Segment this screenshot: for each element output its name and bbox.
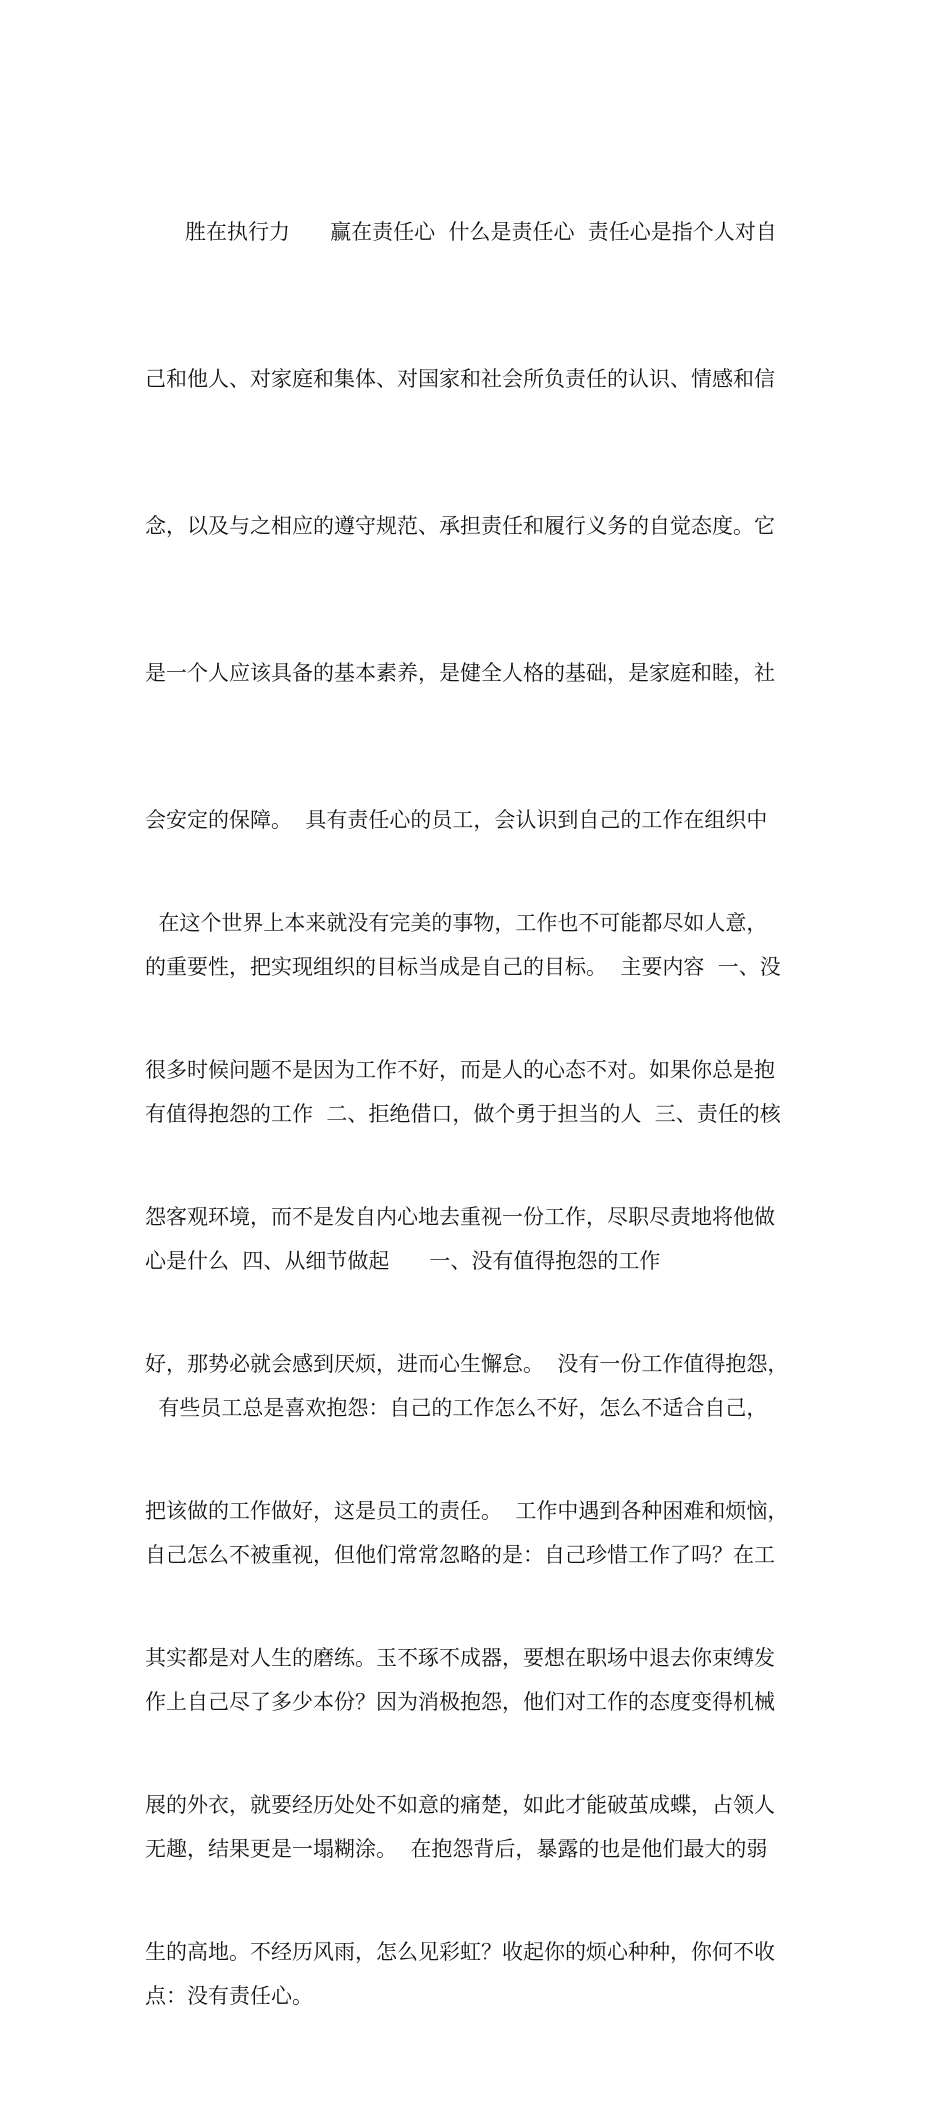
text-line: 生的高地。不经历风雨，怎么见彩虹？收起你的烦心种种，你何不收 (145, 1940, 775, 1964)
text-line: 在这个世界上本来就没有完美的事物，工作也不可能都尽如人意， (145, 911, 768, 935)
text-line: 其实都是对人生的磨练。玉不琢不成器，要想在职场中退去你束缚发 (145, 1646, 775, 1670)
text-line: 念，以及与之相应的遵守规范、承担责任和履行义务的自觉态度。它 (145, 514, 775, 538)
text-line: 有值得抱怨的工作 二、拒绝借口，做个勇于担当的人 三、责任的核 (145, 1102, 781, 1126)
text-line: 胜在执行力 赢在责任心 什么是责任心 责任心是指个人对自 (145, 220, 777, 244)
text-line: 点：没有责任心。 (145, 1984, 313, 2008)
text-line: 心是什么 四、从细节做起 一、没有值得抱怨的工作 (145, 1249, 661, 1273)
text-line: 是一个人应该具备的基本素养，是健全人格的基础，是家庭和睦，社 (145, 661, 775, 685)
text-line: 的重要性，把实现组织的目标当成是自己的目标。 主要内容 一、没 (145, 955, 781, 979)
text-line: 己和他人、对家庭和集体、对国家和社会所负责任的认识、情感和信 (145, 367, 775, 391)
text-line: 无趣，结果更是一塌糊涂。 在抱怨背后，暴露的也是他们最大的弱 (145, 1837, 768, 1861)
text-line: 把该做的工作做好，这是员工的责任。 工作中遇到各种困难和烦恼， (145, 1499, 789, 1523)
text-block-body (145, 801, 807, 2075)
text-line: 好，那势必就会感到厌烦，进而心生懈怠。 没有一份工作值得抱怨， (145, 1352, 789, 1376)
text-line: 怨客观环境，而不是发自内心地去重视一份工作，尽职尽责地将他做 (145, 1205, 775, 1229)
text-line: 很多时候问题不是因为工作不好，而是人的心态不对。如果你总是抱 (145, 1058, 775, 1082)
text-line: 自己怎么不被重视，但他们常常忽略的是：自己珍惜工作了吗？在工 (145, 1543, 775, 1567)
text-line: 展的外衣，就要经历处处不如意的痛楚，如此才能破茧成蝶，占领人 (145, 1793, 775, 1817)
text-line: 有些员工总是喜欢抱怨：自己的工作怎么不好，怎么不适合自己， (145, 1396, 768, 1420)
text-line: 会安定的保障。 具有责任心的员工，会认识到自己的工作在组织中 (145, 808, 768, 832)
text-line: 作上自己尽了多少本份？因为消极抱怨，他们对工作的态度变得机械 (145, 1690, 775, 1714)
